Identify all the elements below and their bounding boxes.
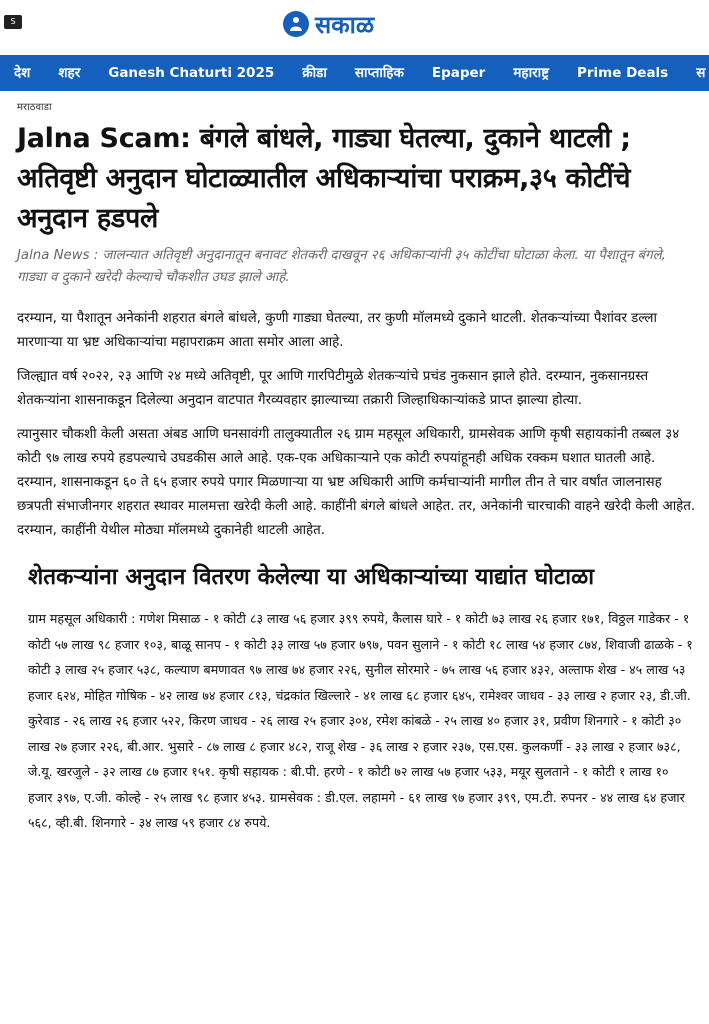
nav-item-more[interactable]: स xyxy=(696,65,706,81)
article-paragraph: जिल्ह्यात वर्ष २०२२, २३ आणि २४ मध्ये अतिवृष्टी, पूर आणि गारपिटीमुळे शेतकऱ्यांचे प्रचंड नुकसान झाले होते. दरम्यान, नुकसानग्रस्त शेतकऱ्यांना शासनाकडून दिलेल्या अनुदान वाटपात गैरव्यवहार झाल्याच्या तक्रारी जिल्हाधिकाऱ्यांकडे प्राप्त झाल्या होत्या. xyxy=(17,369,649,408)
article-paragraph: त्यानुसार चौकशी केली असता अंबड आणि घनसावंगी तालुक्यातील २६ ग्राम महसूल अधिकारी, ग्रामसेवक आणि कृषी सहायकांनी तब्बल ३४ कोटी ९७ लाख रुपये हडपल्याचे उघडकीस आले आहे. एक-एक अधिकाऱ्याने एक कोटी रुपयांहूनही अधिक रक्कम घशात घातली आहे. दरम्यान, शासनाकडून ६० ते ६५ हजार रुपये पगार मिळणाऱ्या या भ्रष्ट अधिकारी आणि कर्मचाऱ्यांनी मागील तीन ते चार वर्षांत जालनासह छत्रपती संभाजीनगर शहरात स्थावर मालमत्ता खरेदी केली आहे. काहींनी बंगले बांधले आहेत. तर, अनेकांनी चारचाकी वाहने खरेदी केली आहेत. दरम्यान, काहींनी येथील मोठ्या मॉलमध्ये दुकानेही थाटली आहेत. xyxy=(17,427,696,538)
nav-item-prime-deals[interactable]: Prime Deals xyxy=(576,65,669,81)
nav-item-epaper[interactable]: Epaper xyxy=(431,65,486,81)
officials-list-paragraph: ग्राम महसूल अधिकारी : गणेश मिसाळ - १ कोटी ८३ लाख ५६ हजार ३९९ रुपये, कैलास घारे - १ कोटी ७३ लाख २६ हजार १७१, विठ्ठल गाडेकर - १ कोटी ५७ लाख ९८ हजार १०३, बाळू सानप - १ कोटी ३३ लाख ५७ हजार ७९७, पवन सुलाने - १ कोटी १८ लाख ५४ हजार ८७४, शिवाजी ढाळके - १ कोटी ३ लाख २५ हजार ५३८, कल्याण बमणावत ९७ लाख ७४ हजार २२६, सुनील सोरमारे - ७५ लाख ५६ हजार ४३२, अल्ताफ शेख - ४५ लाख ५३ हजार ६२४, मोहित गोषिक - ४२ लाख ७४ हजार ८१३, चंद्रकांत खिल्लारे - ४१ लाख ६८ हजार ६४५, रामेश्वर जाधव - ३३ लाख २ हजार २३, डी.जी. कुरेवाड - २६ लाख २६ हजार ५२२, किरण जाधव - २६ लाख २५ हजार ३०४, रमेश कांबळे - २५ लाख ४० हजार ३१, प्रवीण शिनगारे - १ कोटी ३० लाख २७ हजार २२६, बी.आर. भुसारे - ८७ लाख ८ हजार ४८२, राजू शेख - ३६ लाख २ हजार २३७, एस.एस. कुलकर्णी - ३३ लाख २ हजार ७३८, जे.यू. खरजुले - ३२ लाख ८७ हजार १५१. कृषी सहायक : बी.पी. हरणे - १ कोटी ७२ लाख ५७ हजार ५३३, मयूर सुलताने - १ कोटी १ लाख १० हजार ३९७, ए.जी. कोल्हे - २५ लाख ९८ हजार ४५३. ग्रामसेवक : डी.एल. लहामगे - ६१ लाख ९७ हजार ३९९, एम.टी. रुपनर - ४४ लाख ६४ हजार ५६८, व्ही.बी. शिनगारे - ३४ लाख ५९ हजार ८४ रुपये. xyxy=(28,611,693,830)
nav-item-saptahik[interactable]: साप्ताहिक xyxy=(354,65,404,81)
article-headline: Jalna Scam: बंगले बांधले, गाड्या घेतल्या, दुकाने थाटली ; अतिवृष्टी अनुदान घोटाळ्यातील अधिकाऱ्यांचा पराक्रम,३५ कोटींचे अनुदान हडपले xyxy=(17,123,631,234)
summary-text: जालन्यात अतिवृष्टी अनुदानातून बनावट शेतकरी दाखवून २६ अधिकाऱ्यांनी ३५ कोटींचा घोटाळा केला. या पैशातून बंगले, गाड्या व दुकाने खरेदी केल्याचे चौकशीत उघड झाले आहे. xyxy=(17,248,666,285)
nav-item-maharashtra[interactable]: महाराष्ट्र xyxy=(513,65,549,81)
nav-item-desh[interactable]: देश xyxy=(14,65,31,81)
article-category[interactable]: मराठवाडा xyxy=(17,102,52,113)
summary-source: Jalna News : xyxy=(17,248,99,263)
logo-text: सकाळ xyxy=(315,10,375,39)
site-header xyxy=(0,0,709,55)
nav-item-ganesh-chaturti[interactable]: Ganesh Chaturti 2025 xyxy=(108,65,275,81)
nav-item-krida[interactable]: क्रीडा xyxy=(302,65,327,81)
site-logo[interactable] xyxy=(283,8,374,40)
article xyxy=(17,99,697,836)
article-paragraph: दरम्यान, या पैशातून अनेकांनी शहरात बंगले बांधले, कुणी गाड्या घेतल्या, तर कुणी मॉलमध्ये दुकाने थाटली. शेतकऱ्यांच्या पैशांवर डल्ला मारणाऱ्या या भ्रष्ट अधिकाऱ्यांचा महापराक्रम आता समोर आला आहे. xyxy=(17,311,657,350)
nav-item-shahar[interactable]: शहर xyxy=(58,65,81,81)
article-subheading: शेतकऱ्यांना अनुदान वितरण केलेल्या या अधिकाऱ्यांच्या याद्यांत घोटाळा xyxy=(28,564,595,590)
logo-emblem-icon xyxy=(283,11,309,37)
article-summary xyxy=(17,245,697,289)
main-nav xyxy=(0,55,709,91)
corner-badge: S xyxy=(4,15,22,29)
